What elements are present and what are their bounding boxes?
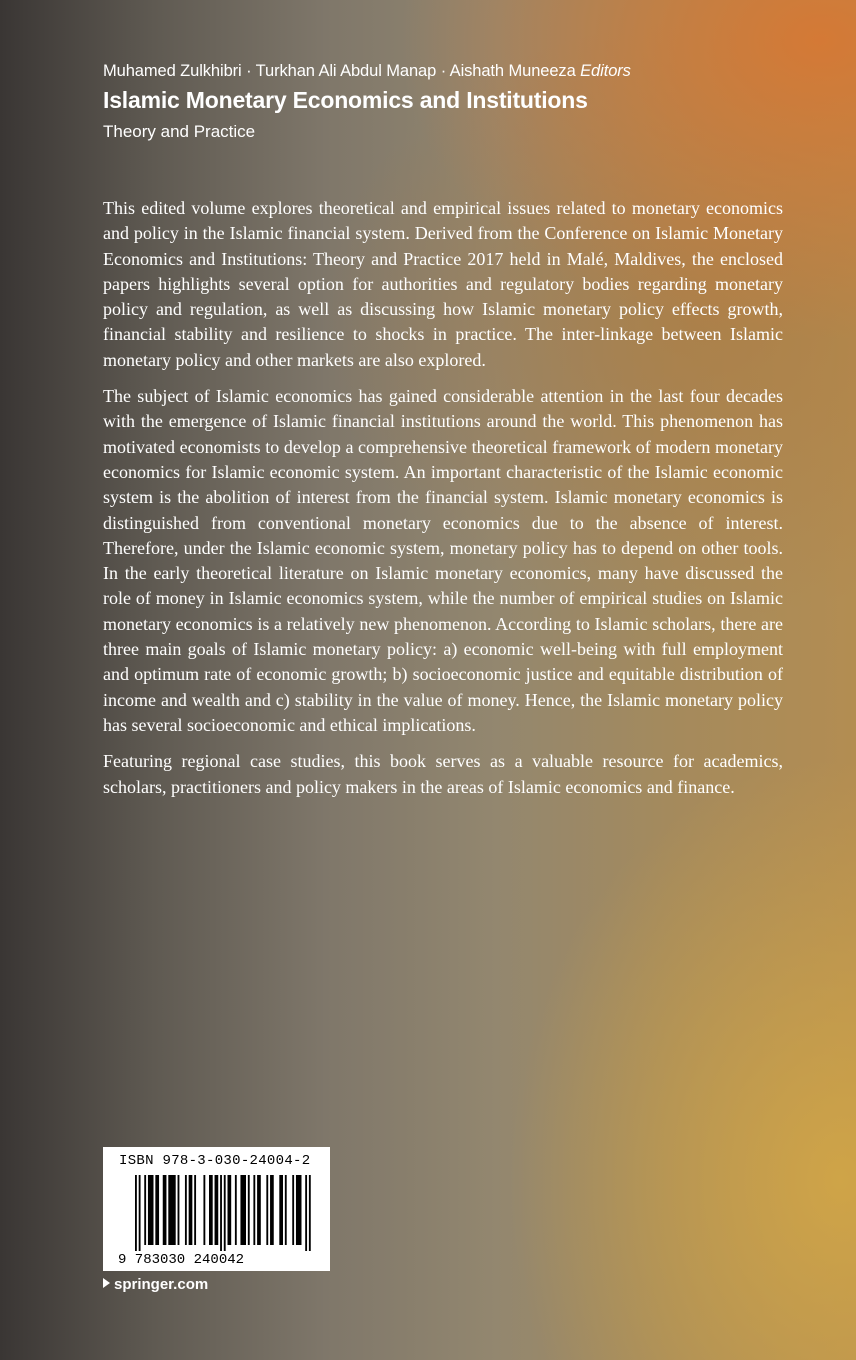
barcode-bar <box>209 1175 213 1245</box>
barcode-bar <box>215 1175 219 1245</box>
barcode-bar <box>168 1175 175 1245</box>
blurb-paragraph: This edited volume explores theoretical and empirical issues related to monetary economics and policy in the Islamic financial system. Derived from the Conference on Islamic Monetary Economics and Institutions: Theory and Practice 2017 held in Malé, Maldives, the enclosed papers highlights several option for authorities and regulatory bodies regarding monetary policy and regulation, as well as discussing how Islamic monetary policy effects growth, financial stability and resilience to shocks in practice. The inter-linkage between Islamic monetary policy and other markets are also explored. <box>103 198 783 370</box>
editors-line <box>103 62 803 81</box>
barcode-bar <box>155 1175 159 1245</box>
barcode <box>117 1173 317 1267</box>
barcode-digits: 9 783030 240042 <box>118 1252 245 1267</box>
barcode-bar <box>185 1175 187 1245</box>
publisher-website[interactable] <box>103 1276 208 1293</box>
arrow-right-icon <box>103 1278 110 1288</box>
barcode-bar <box>194 1175 196 1245</box>
book-title: Islamic Monetary Economics and Institutions <box>103 87 588 113</box>
barcode-bar <box>266 1175 268 1245</box>
barcode-bar <box>270 1175 274 1245</box>
barcode-bar <box>235 1175 237 1245</box>
barcode-bar <box>309 1175 311 1251</box>
barcode-bar <box>148 1175 154 1245</box>
barcode-bar <box>220 1175 222 1251</box>
barcode-bar <box>189 1175 193 1245</box>
barcode-bar <box>292 1175 294 1245</box>
barcode-bar <box>305 1175 307 1251</box>
barcode-bar <box>139 1175 141 1251</box>
barcode-bar <box>285 1175 287 1245</box>
barcode-bar <box>178 1175 180 1245</box>
isbn-barcode-box <box>103 1147 330 1271</box>
barcode-bar <box>144 1175 146 1245</box>
editor-names: Muhamed Zulkhibri · Turkhan Ali Abdul Manap · Aishath Muneeza <box>103 62 576 80</box>
header <box>103 62 803 142</box>
blurb <box>103 196 783 811</box>
editors-role: Editors <box>580 62 631 80</box>
barcode-bar <box>135 1175 137 1251</box>
barcode-bar <box>296 1175 302 1245</box>
blurb-paragraph: The subject of Islamic economics has gained considerable attention in the last four decades with the emergence of Islamic financial institutions around the world. This phenomenon has motivated economists to develop a comprehensive theoretical framework of modern monetary economics for Islamic economic system. An important characteristic of the Islamic economic system is the abolition of interest from the financial system. Islamic monetary economics is distinguished from conventional monetary economics due to the absence of interest. Therefore, under the Islamic economic system, monetary policy has to depend on other tools. In the early theoretical literature on Islamic monetary economics, many have discussed the role of money in Islamic economics system, while the number of empirical studies on Islamic monetary economics is a relatively new phenomenon. According to Islamic scholars, there are three main goals of Islamic monetary policy: a) economic well-being with full employment and optimum rate of economic growth; b) socioeconomic justice and equitable distribution of income and wealth and c) stability in the value of money. Hence, the Islamic monetary policy has several socioeconomic and ethical implications. <box>103 386 783 735</box>
barcode-bar <box>248 1175 250 1245</box>
publisher-url: springer.com <box>114 1276 209 1293</box>
barcode-bar <box>163 1175 167 1245</box>
barcode-bar <box>279 1175 283 1245</box>
blurb-paragraph: Featuring regional case studies, this book serves as a valuable resource for academics, scholars, practitioners and policy makers in the areas of Islamic economics and finance. <box>103 751 783 797</box>
barcode-bar <box>224 1175 226 1251</box>
barcode-bar <box>253 1175 255 1245</box>
barcode-bar <box>203 1175 205 1245</box>
book-subtitle: Theory and Practice <box>103 122 256 141</box>
isbn-label: ISBN 978-3-030-24004-2 <box>119 1153 311 1169</box>
barcode-bar <box>240 1175 246 1245</box>
barcode-bar <box>257 1175 261 1245</box>
barcode-bar <box>228 1175 232 1245</box>
barcode-bars <box>135 1175 311 1251</box>
